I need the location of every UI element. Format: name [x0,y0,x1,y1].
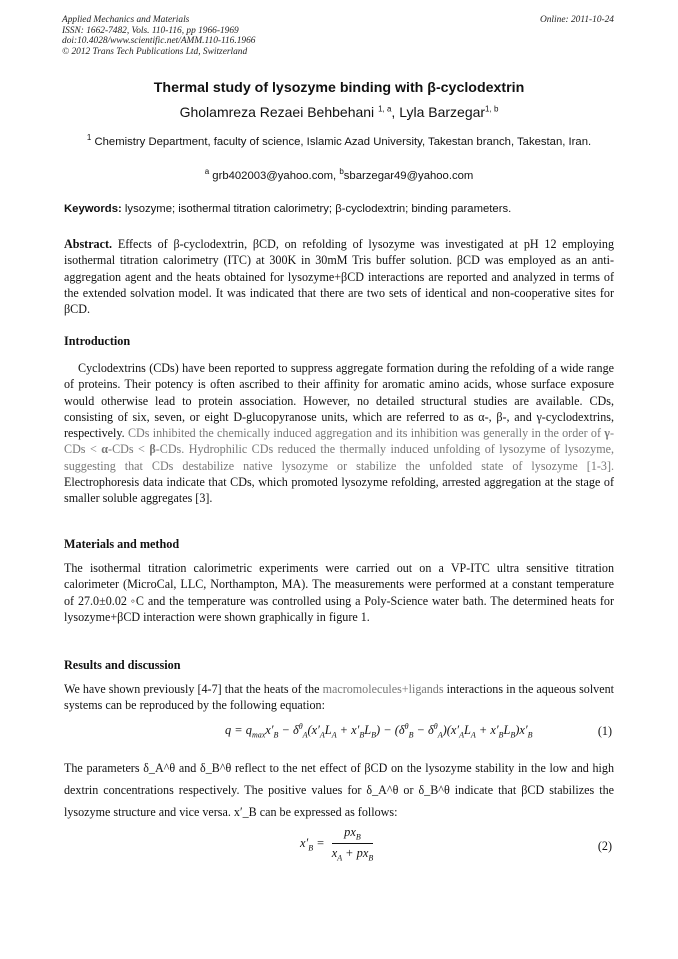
introduction-text [64,360,614,507]
issn-line: ISSN: 1662-7482, Vols. 110-116, pp 1966-1969 [62,25,239,36]
paragraph: Cyclodextrins (CDs) have been reported to suppress aggregate formation during the refolding of a wide range of proteins. Their potency is often ascribed to their affinity for aromatic amino acids, whose surface exposure would otherwise lead to protein association. However, no detailed structural studies are available. CDs, consisting of six, seven, or eight D-glucopyranose units, which are referred to as α-, β-, and γ-cyclodextrins, respectively. [64,361,614,441]
keywords-label: Keywords: [64,203,122,215]
author-list [40,104,638,120]
email-separator: , [333,169,340,182]
gamma-symbol: γ [604,426,610,441]
materials-text [64,560,614,625]
journal-name: Applied Mechanics and Materials [62,15,190,25]
equation-number: (2) [597,839,612,853]
paragraph: Electrophoresis data indicate that CDs, which promoted lysozyme refolding, arrested aggregation at the stage of smaller soluble aggregates [3]. [64,475,614,506]
results-text-2 [64,757,614,823]
results-text [64,681,614,714]
affil-mark: 1 [86,133,92,142]
paper-title: Thermal study of lysozyme binding with β-cyclodextrin [153,80,525,96]
affiliation-text: Chemistry Department, faculty of science, Islamic Azad University, Takestan branch, Takestan, Iran. [94,135,592,148]
section-heading: Results and discussion [64,658,181,672]
paragraph-gray: CDs inhibited the chemically induced aggregation and its inhibition was generally in the order of [127,426,601,441]
equation-1: $q = q_{max}x'_B - \delta^\theta_A(x'_AL_A + x'_BL_B) - (\delta^\theta_B - \delta^\theta_A)(x'_AL_A + x'_BL_B)x'_B$ [225,722,533,740]
paragraph-gray: -CDs. Hydrophilic CDs reduced the thermally induced unfolding of lysozyme of lysozyme, suggesting that CDs destabilize native lysozyme or stabilize the unfolded state of lysozyme [1-3]. [64,442,614,473]
abstract-label: Abstract. [64,237,113,251]
paragraph: The isothermal titration calorimetric experiments were carried out on a VP-ITC ultra sensitive titration calorimeter (MicroCal, LLC, Northampton, MA). The measurements were performed at a constant temperature of 27.0±0.02 ◦C and the temperature was controlled using a Poly-Science water bath. The determined heats for lysozyme+βCD interaction were shown graphically in figure 1. [64,561,614,624]
section-heading: Introduction [64,334,131,348]
author-name: Gholamreza Rezaei Behbehani [179,104,375,120]
author-separator: , [391,104,400,120]
section-heading: Materials and method [64,537,180,551]
keywords-text: lysozyme; isothermal titration calorimetry; β-cyclodextrin; binding parameters. [124,203,512,215]
email-mark: b [339,167,344,176]
email-link[interactable]: sbarzegar49@yahoo.com [343,169,474,182]
abstract-text: Effects of β-cyclodextrin, βCD, on refolding of lysozyme was investigated at pH 12 employing isothermal titration calorimetry (ITC) at 300K in 30mM Tris buffer solution. βCD was employed as an anti-aggregation agent and the heats obtained for lysozyme+βCD interactions are reported and analyzed in terms of the extended solvation model. It was indicated that there are two sets of identical and non-cooperative sites for βCD. [64,237,614,317]
author-affil-mark: 1, a [378,104,392,114]
author-affil-mark: 1, b [485,104,499,114]
author-name: Lyla Barzegar [399,104,486,120]
email-link[interactable]: grb402003@yahoo.com [212,169,334,182]
abstract [64,236,614,317]
paragraph-gray: macromolecules+ligands [322,682,444,696]
affiliation [64,130,614,150]
paragraph-gray: -CDs < [64,426,614,457]
email-line [40,167,638,182]
equation-2: $x'_B$ = $\frac{px_B}{x_A + px_B}$ [300,825,374,863]
keywords [64,203,614,215]
email-mark: a [204,167,210,176]
alpha-symbol: α [101,442,109,457]
paragraph: We have shown previously [4-7] that the heats of the [64,682,320,696]
doi-line: doi:10.4028/www.scientific.net/AMM.110-116.1966 [62,36,256,46]
equation-number: (1) [597,724,612,738]
beta-symbol: β [149,442,156,457]
journal-header [62,15,422,57]
online-date: Online: 2011-10-24 [539,15,614,25]
paragraph: The parameters δ_A^θ and δ_B^θ reflect to the net effect of βCD on the lysozyme stability in the low and high dextrin concentrations respectively. The positive values for δ_A^θ or δ_B^θ indicate that βCD stabilizes the lysozyme structure and vice versa. x′_B can be expressed as follows: [64,761,614,819]
paragraph-gray: -CDs < [108,442,145,457]
copyright-line: © 2012 Trans Tech Publications Ltd, Switzerland [62,46,248,57]
paragraph: interactions in the aqueous solvent systems can be reproduced by the following equation: [64,682,614,713]
